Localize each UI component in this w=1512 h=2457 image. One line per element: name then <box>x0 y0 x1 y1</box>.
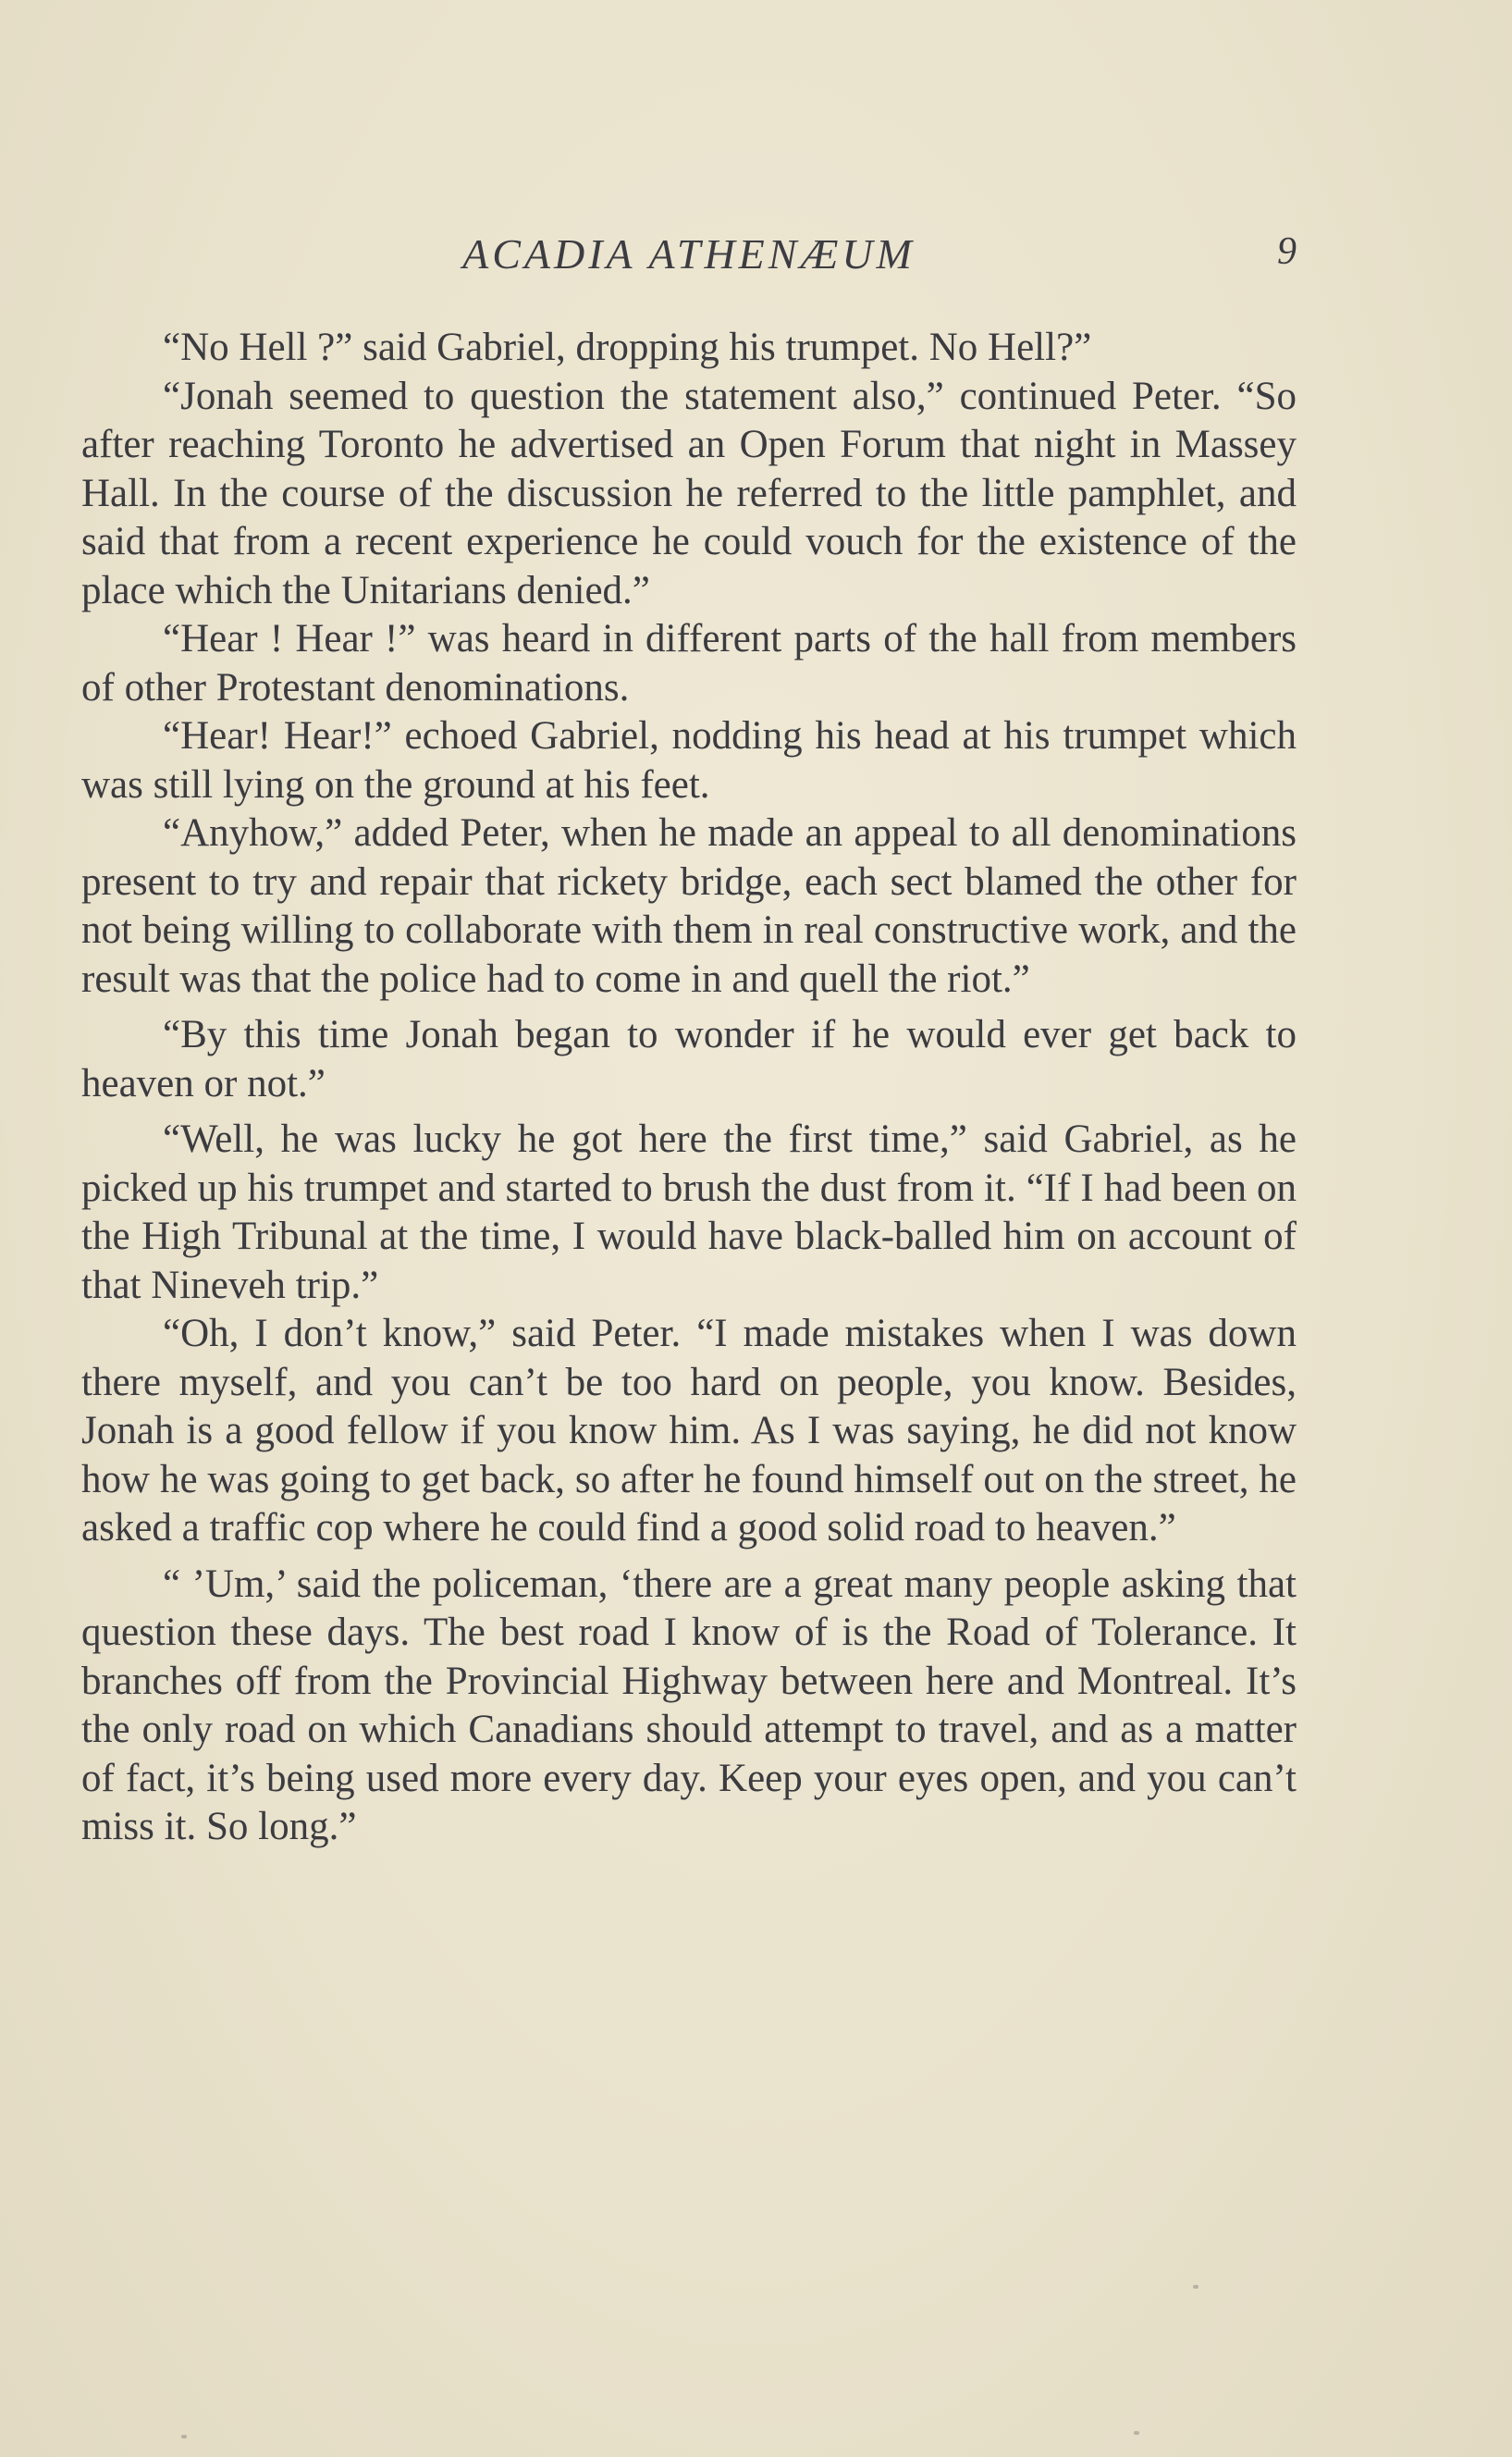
paper-speck <box>181 2435 187 2438</box>
paragraph: “Hear! Hear!” echoed Gabriel, nodding his head at his trumpet which was still lying on the ground at his feet. <box>81 714 1297 807</box>
paragraph: “ ’Um,’ said the policeman, ‘there are a great many people asking that question these days. The best road I know of is the Road of Tolerance. It branches off from the Provincial Highway between here and Montreal. It’s the only road on which Canadians should attempt to travel, and as a matter of fact, it’s being used more every day. Keep your eyes open, and you can’t miss it. So long.” <box>81 1562 1297 1848</box>
paper-speck <box>1134 2431 1139 2435</box>
paragraph: “No Hell ?” said Gabriel, dropping his trumpet. No Hell?” <box>163 326 1092 369</box>
paper-speck <box>1193 2285 1199 2289</box>
page-number: 9 <box>1277 230 1297 273</box>
running-title: ACADIA ATHENÆUM <box>462 230 916 278</box>
paragraph: “Jonah seemed to question the statement also,” continued Peter. “So after reaching Toronto he advertised an Open Forum that night in Massey Hall. In the course of the discussion he referred to the little pamphlet, and said that from a recent experience he could vouch for the existence of the place which the Unitarians denied.” <box>81 374 1297 612</box>
page-header <box>81 229 1297 289</box>
paragraph: “By this time Jonah began to wonder if he would ever get back to heaven or not.” <box>81 1013 1297 1105</box>
paragraph: “Well, he was lucky he got here the first time,” said Gabriel, as he picked up his trumpet and started to brush the dust from it. “If I had been on the High Tribunal at the time, I would have black-balled him on account of that Nineveh trip.” <box>81 1117 1297 1307</box>
paragraph: “Oh, I don’t know,” said Peter. “I made mistakes when I was down there myself, and you can’t be too hard on people, you know. Besides, Jonah is a good fellow if you know him. As I was saying, he did not know how he was going to get back, so after he found himself out on the street, he asked a traffic cop where he could find a good solid road to heaven.” <box>81 1312 1297 1550</box>
paragraph: “Hear ! Hear !” was heard in different parts of the hall from members of other Protestant denominations. <box>81 617 1297 710</box>
paragraph: “Anyhow,” added Peter, when he made an appeal to all denominations present to try and repair that rickety bridge, each sect blamed the other for not being willing to collaborate with them in real constructive work, and the result was that the police had to come in and quell the riot.” <box>81 811 1297 1001</box>
body-text <box>81 324 1297 1852</box>
